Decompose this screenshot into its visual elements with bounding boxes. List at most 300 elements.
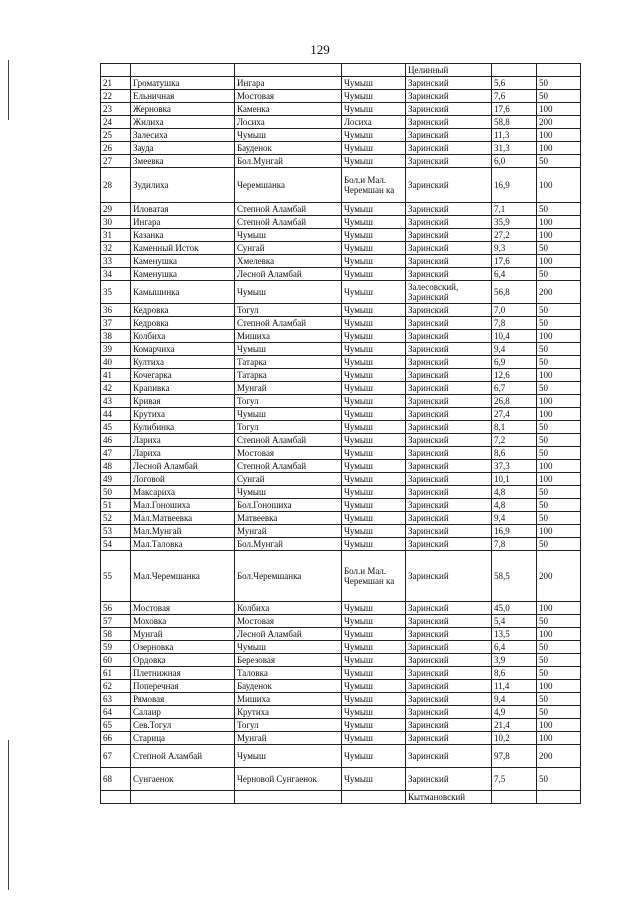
cell-river-name: Моховка	[131, 615, 235, 628]
cell-basin-river: Чумыш	[342, 732, 406, 745]
cell-district: Заринский	[406, 641, 492, 654]
cell-length-km: 8,6	[492, 447, 537, 460]
table-row	[101, 356, 581, 369]
cell-row-number: 67	[101, 745, 131, 768]
cell-river-name: Жилиха	[131, 116, 235, 129]
cell-river-name: Иловатая	[131, 203, 235, 216]
cell-row-number: 53	[101, 525, 131, 538]
cell-basin-river: Чумыш	[342, 654, 406, 667]
table-row	[101, 693, 581, 706]
table-row	[101, 77, 581, 90]
cell-district: Заринский	[406, 268, 492, 281]
cell-row-number: 58	[101, 628, 131, 641]
cell-tributary-of: Чумыш	[235, 343, 342, 356]
cell-length-km: 45,0	[492, 602, 537, 615]
cell-protection-zone-m: 50	[537, 155, 581, 168]
cell-tributary-of: Степной Аламбай	[235, 216, 342, 229]
cell-row-number: 30	[101, 216, 131, 229]
cell-basin-river: Бол.и Мал. Черемшан ка	[342, 168, 406, 203]
cell-tributary-of: Мостовая	[235, 447, 342, 460]
cell-length-km: 6,4	[492, 641, 537, 654]
cell-row-number: 46	[101, 434, 131, 447]
cell-row-number: 51	[101, 499, 131, 512]
cell-river-name: Зудилиха	[131, 168, 235, 203]
cell-district: Заринский	[406, 745, 492, 768]
table-row	[101, 382, 581, 395]
table-row	[101, 395, 581, 408]
cell-tributary-of: Мостовая	[235, 615, 342, 628]
cell-basin-river: Чумыш	[342, 369, 406, 382]
cell-protection-zone-m: 50	[537, 421, 581, 434]
cell-row-number: 34	[101, 268, 131, 281]
cell-basin-river: Чумыш	[342, 602, 406, 615]
cell-protection-zone-m: 100	[537, 229, 581, 242]
cell-row-number: 39	[101, 343, 131, 356]
cell-protection-zone-m: 200	[537, 281, 581, 304]
cell-district: Заринский	[406, 460, 492, 473]
cell-river-name: Лариха	[131, 434, 235, 447]
cell-district: Заринский	[406, 447, 492, 460]
table-row	[101, 512, 581, 525]
cell-river-name	[131, 64, 235, 77]
cell-length-km: 17,6	[492, 103, 537, 116]
cell-river-name: Мал.Мунгай	[131, 525, 235, 538]
cell-protection-zone-m	[537, 64, 581, 77]
cell-tributary-of: Татарка	[235, 369, 342, 382]
cell-basin-river: Чумыш	[342, 281, 406, 304]
cell-length-km: 10,2	[492, 732, 537, 745]
cell-length-km: 26,8	[492, 395, 537, 408]
cell-tributary-of: Сунгай	[235, 473, 342, 486]
table-row	[101, 129, 581, 142]
cell-river-name: Ельничная	[131, 90, 235, 103]
cell-tributary-of	[235, 791, 342, 804]
cell-basin-river: Чумыш	[342, 473, 406, 486]
cell-basin-river: Чумыш	[342, 255, 406, 268]
cell-basin-river: Чумыш	[342, 680, 406, 693]
cell-basin-river: Чумыш	[342, 745, 406, 768]
cell-length-km: 8,6	[492, 667, 537, 680]
cell-district: Заринский	[406, 693, 492, 706]
cell-river-name: Камышинка	[131, 281, 235, 304]
cell-basin-river: Чумыш	[342, 434, 406, 447]
cell-basin-river: Чумыш	[342, 343, 406, 356]
cell-length-km: 9,4	[492, 343, 537, 356]
table-body	[101, 64, 581, 804]
cell-river-name: Мал.Матвеевка	[131, 512, 235, 525]
cell-basin-river: Чумыш	[342, 719, 406, 732]
cell-district: Заринский	[406, 304, 492, 317]
cell-protection-zone-m: 100	[537, 255, 581, 268]
cell-length-km: 35,9	[492, 216, 537, 229]
cell-row-number: 64	[101, 706, 131, 719]
cell-length-km: 9,4	[492, 693, 537, 706]
table-row	[101, 434, 581, 447]
cell-river-name: Сунгаенок	[131, 768, 235, 791]
cell-row-number: 36	[101, 304, 131, 317]
cell-row-number: 65	[101, 719, 131, 732]
cell-length-km: 11,3	[492, 129, 537, 142]
cell-district: Заринский	[406, 525, 492, 538]
cell-length-km: 17,6	[492, 255, 537, 268]
cell-district: Заринский	[406, 538, 492, 551]
cell-protection-zone-m: 200	[537, 745, 581, 768]
cell-river-name: Сев.Тогул	[131, 719, 235, 732]
cell-row-number: 62	[101, 680, 131, 693]
cell-length-km: 7,8	[492, 317, 537, 330]
cell-protection-zone-m: 50	[537, 693, 581, 706]
cell-district: Заринский	[406, 155, 492, 168]
table-row	[101, 745, 581, 768]
cell-river-name: Кулибинка	[131, 421, 235, 434]
cell-river-name: Залесиха	[131, 129, 235, 142]
cell-tributary-of: Мунгай	[235, 382, 342, 395]
cell-tributary-of: Березовая	[235, 654, 342, 667]
cell-length-km: 7,2	[492, 434, 537, 447]
cell-protection-zone-m: 50	[537, 343, 581, 356]
table-row	[101, 229, 581, 242]
cell-basin-river: Чумыш	[342, 499, 406, 512]
cell-protection-zone-m: 100	[537, 330, 581, 343]
cell-tributary-of: Степной Аламбай	[235, 460, 342, 473]
cell-basin-river: Чумыш	[342, 615, 406, 628]
cell-row-number: 49	[101, 473, 131, 486]
cell-protection-zone-m: 200	[537, 116, 581, 129]
table-row	[101, 473, 581, 486]
table-row	[101, 242, 581, 255]
cell-protection-zone-m: 50	[537, 268, 581, 281]
cell-basin-river: Чумыш	[342, 395, 406, 408]
cell-protection-zone-m	[537, 791, 581, 804]
cell-tributary-of: Колбиха	[235, 602, 342, 615]
cell-district: Заринский	[406, 330, 492, 343]
cell-basin-river: Чумыш	[342, 155, 406, 168]
cell-tributary-of: Чумыш	[235, 486, 342, 499]
cell-length-km: 11,4	[492, 680, 537, 693]
cell-basin-river: Чумыш	[342, 103, 406, 116]
table-row	[101, 680, 581, 693]
cell-length-km: 9,3	[492, 242, 537, 255]
cell-district: Заринский	[406, 654, 492, 667]
table-row	[101, 447, 581, 460]
table-row	[101, 768, 581, 791]
table-row	[101, 654, 581, 667]
table-row	[101, 155, 581, 168]
cell-row-number	[101, 64, 131, 77]
table-row	[101, 116, 581, 129]
cell-river-name: Каменушка	[131, 255, 235, 268]
cell-basin-river: Чумыш	[342, 216, 406, 229]
cell-length-km: 6,0	[492, 155, 537, 168]
cell-protection-zone-m: 100	[537, 129, 581, 142]
cell-protection-zone-m: 100	[537, 460, 581, 473]
cell-protection-zone-m: 50	[537, 667, 581, 680]
cell-length-km: 10,1	[492, 473, 537, 486]
cell-district: Заринский	[406, 116, 492, 129]
cell-district: Заринский	[406, 242, 492, 255]
cell-basin-river: Чумыш	[342, 447, 406, 460]
cell-tributary-of: Чумыш	[235, 229, 342, 242]
cell-river-name: Комарчиха	[131, 343, 235, 356]
cell-basin-river: Чумыш	[342, 667, 406, 680]
cell-row-number: 55	[101, 551, 131, 602]
cell-protection-zone-m: 50	[537, 382, 581, 395]
cell-river-name	[131, 791, 235, 804]
table-row	[101, 268, 581, 281]
cell-tributary-of: Ингара	[235, 77, 342, 90]
cell-basin-river: Чумыш	[342, 768, 406, 791]
cell-district: Целинный	[406, 64, 492, 77]
cell-tributary-of: Чумыш	[235, 641, 342, 654]
cell-row-number: 43	[101, 395, 131, 408]
cell-tributary-of: Тогул	[235, 395, 342, 408]
cell-protection-zone-m: 100	[537, 680, 581, 693]
cell-basin-river: Чумыш	[342, 304, 406, 317]
table-row	[101, 641, 581, 654]
cell-basin-river: Чумыш	[342, 330, 406, 343]
table-row	[101, 408, 581, 421]
cell-length-km	[492, 64, 537, 77]
cell-length-km: 12,6	[492, 369, 537, 382]
cell-row-number: 44	[101, 408, 131, 421]
cell-river-name: Степной Аламбай	[131, 745, 235, 768]
cell-row-number: 54	[101, 538, 131, 551]
cell-district: Заринский	[406, 512, 492, 525]
table-row	[101, 64, 581, 77]
cell-tributary-of: Мишиха	[235, 693, 342, 706]
cell-row-number: 42	[101, 382, 131, 395]
cell-length-km: 37,3	[492, 460, 537, 473]
cell-row-number: 68	[101, 768, 131, 791]
table-row	[101, 216, 581, 229]
cell-river-name: Култиха	[131, 356, 235, 369]
cell-protection-zone-m: 100	[537, 602, 581, 615]
cell-tributary-of: Лесной Аламбай	[235, 268, 342, 281]
cell-tributary-of: Мостовая	[235, 90, 342, 103]
cell-river-name: Громатушка	[131, 77, 235, 90]
cell-length-km: 4,9	[492, 706, 537, 719]
cell-river-name: Кочегарка	[131, 369, 235, 382]
cell-protection-zone-m: 50	[537, 90, 581, 103]
cell-row-number: 21	[101, 77, 131, 90]
cell-district: Заринский	[406, 142, 492, 155]
table-row	[101, 343, 581, 356]
cell-river-name: Каменный Исток	[131, 242, 235, 255]
cell-row-number: 45	[101, 421, 131, 434]
cell-length-km: 5,6	[492, 77, 537, 90]
cell-row-number: 25	[101, 129, 131, 142]
cell-row-number: 60	[101, 654, 131, 667]
cell-river-name: Змеевка	[131, 155, 235, 168]
cell-length-km: 16,9	[492, 525, 537, 538]
table-row	[101, 168, 581, 203]
table-row	[101, 421, 581, 434]
cell-length-km: 4,8	[492, 499, 537, 512]
cell-protection-zone-m: 50	[537, 538, 581, 551]
cell-basin-river: Чумыш	[342, 356, 406, 369]
cell-basin-river: Чумыш	[342, 512, 406, 525]
scan-margin-line	[8, 60, 9, 120]
cell-river-name: Кедровка	[131, 304, 235, 317]
table-row	[101, 90, 581, 103]
cell-district: Заринский	[406, 129, 492, 142]
cell-district: Заринский	[406, 255, 492, 268]
cell-basin-river	[342, 791, 406, 804]
cell-protection-zone-m: 100	[537, 525, 581, 538]
cell-length-km: 58,5	[492, 551, 537, 602]
cell-basin-river: Чумыш	[342, 641, 406, 654]
cell-tributary-of: Матвеевка	[235, 512, 342, 525]
cell-river-name: Поперечная	[131, 680, 235, 693]
cell-protection-zone-m: 50	[537, 654, 581, 667]
cell-district: Заринский	[406, 719, 492, 732]
table-row	[101, 732, 581, 745]
cell-row-number: 59	[101, 641, 131, 654]
cell-district: Заринский	[406, 680, 492, 693]
cell-river-name: Мунгай	[131, 628, 235, 641]
cell-basin-river: Чумыш	[342, 525, 406, 538]
cell-tributary-of: Мишиха	[235, 330, 342, 343]
cell-tributary-of: Таловка	[235, 667, 342, 680]
cell-basin-river: Чумыш	[342, 538, 406, 551]
page-number: 129	[310, 42, 330, 57]
cell-river-name: Каменушка	[131, 268, 235, 281]
river-registry-table	[100, 63, 581, 804]
cell-row-number: 27	[101, 155, 131, 168]
cell-length-km: 16,9	[492, 168, 537, 203]
cell-river-name: Жерновка	[131, 103, 235, 116]
cell-row-number: 48	[101, 460, 131, 473]
cell-basin-river: Чумыш	[342, 142, 406, 155]
cell-tributary-of: Степной Аламбай	[235, 317, 342, 330]
cell-row-number: 23	[101, 103, 131, 116]
cell-tributary-of: Хмелевка	[235, 255, 342, 268]
cell-district: Заринский	[406, 768, 492, 791]
cell-length-km: 13,5	[492, 628, 537, 641]
cell-district: Залесовский, Заринский	[406, 281, 492, 304]
cell-river-name: Ингара	[131, 216, 235, 229]
cell-protection-zone-m: 100	[537, 103, 581, 116]
cell-length-km: 27,2	[492, 229, 537, 242]
cell-protection-zone-m: 50	[537, 77, 581, 90]
cell-district: Заринский	[406, 473, 492, 486]
cell-basin-river: Чумыш	[342, 268, 406, 281]
cell-district: Заринский	[406, 77, 492, 90]
cell-tributary-of: Бол.Мунгай	[235, 538, 342, 551]
cell-protection-zone-m: 50	[537, 447, 581, 460]
cell-row-number: 47	[101, 447, 131, 460]
cell-length-km: 6,7	[492, 382, 537, 395]
cell-protection-zone-m: 100	[537, 473, 581, 486]
cell-length-km: 5,4	[492, 615, 537, 628]
cell-river-name: Салаир	[131, 706, 235, 719]
cell-length-km: 21,4	[492, 719, 537, 732]
cell-river-name: Кривая	[131, 395, 235, 408]
cell-river-name: Озерновка	[131, 641, 235, 654]
cell-district: Заринский	[406, 369, 492, 382]
cell-protection-zone-m: 50	[537, 203, 581, 216]
cell-length-km: 6,4	[492, 268, 537, 281]
cell-district: Заринский	[406, 434, 492, 447]
cell-row-number	[101, 791, 131, 804]
cell-river-name: Старица	[131, 732, 235, 745]
cell-district: Заринский	[406, 356, 492, 369]
cell-protection-zone-m: 50	[537, 768, 581, 791]
cell-district: Заринский	[406, 90, 492, 103]
cell-row-number: 22	[101, 90, 131, 103]
cell-river-name: Плетнижная	[131, 667, 235, 680]
cell-river-name: Колбиха	[131, 330, 235, 343]
table-row	[101, 486, 581, 499]
cell-protection-zone-m: 50	[537, 499, 581, 512]
cell-district: Заринский	[406, 408, 492, 421]
cell-length-km: 8,1	[492, 421, 537, 434]
table-row	[101, 706, 581, 719]
cell-protection-zone-m: 100	[537, 168, 581, 203]
cell-river-name: Мостовая	[131, 602, 235, 615]
cell-basin-river: Чумыш	[342, 628, 406, 641]
cell-river-name: Лариха	[131, 447, 235, 460]
cell-protection-zone-m: 50	[537, 434, 581, 447]
cell-row-number: 38	[101, 330, 131, 343]
cell-protection-zone-m: 50	[537, 641, 581, 654]
cell-protection-zone-m: 50	[537, 242, 581, 255]
cell-basin-river: Бол.и Мал. Черемшан ка	[342, 551, 406, 602]
cell-basin-river: Чумыш	[342, 129, 406, 142]
cell-tributary-of: Тогул	[235, 719, 342, 732]
table-row	[101, 281, 581, 304]
cell-row-number: 57	[101, 615, 131, 628]
table-row	[101, 330, 581, 343]
cell-tributary-of: Бол.Мунгай	[235, 155, 342, 168]
cell-basin-river: Чумыш	[342, 382, 406, 395]
cell-length-km: 97,8	[492, 745, 537, 768]
table-row	[101, 525, 581, 538]
cell-basin-river: Чумыш	[342, 229, 406, 242]
cell-district: Заринский	[406, 551, 492, 602]
cell-district: Заринский	[406, 602, 492, 615]
cell-row-number: 37	[101, 317, 131, 330]
cell-district: Заринский	[406, 168, 492, 203]
cell-district: Заринский	[406, 343, 492, 356]
cell-length-km: 7,8	[492, 538, 537, 551]
cell-tributary-of: Чумыш	[235, 281, 342, 304]
cell-river-name: Лесной Аламбай	[131, 460, 235, 473]
cell-row-number: 29	[101, 203, 131, 216]
cell-length-km: 3,9	[492, 654, 537, 667]
cell-basin-river: Чумыш	[342, 408, 406, 421]
cell-tributary-of: Чумыш	[235, 408, 342, 421]
cell-district: Заринский	[406, 706, 492, 719]
cell-row-number: 66	[101, 732, 131, 745]
cell-district: Заринский	[406, 317, 492, 330]
cell-protection-zone-m: 200	[537, 551, 581, 602]
cell-tributary-of: Крутиха	[235, 706, 342, 719]
cell-district: Заринский	[406, 421, 492, 434]
cell-river-name: Ордовка	[131, 654, 235, 667]
cell-district: Заринский	[406, 229, 492, 242]
cell-district: Заринский	[406, 103, 492, 116]
cell-protection-zone-m: 100	[537, 395, 581, 408]
cell-tributary-of: Чумыш	[235, 129, 342, 142]
cell-basin-river: Чумыш	[342, 460, 406, 473]
table-row	[101, 460, 581, 473]
table-row	[101, 103, 581, 116]
cell-protection-zone-m: 100	[537, 216, 581, 229]
cell-basin-river: Чумыш	[342, 90, 406, 103]
cell-protection-zone-m: 50	[537, 486, 581, 499]
cell-river-name: Мал.Таловка	[131, 538, 235, 551]
